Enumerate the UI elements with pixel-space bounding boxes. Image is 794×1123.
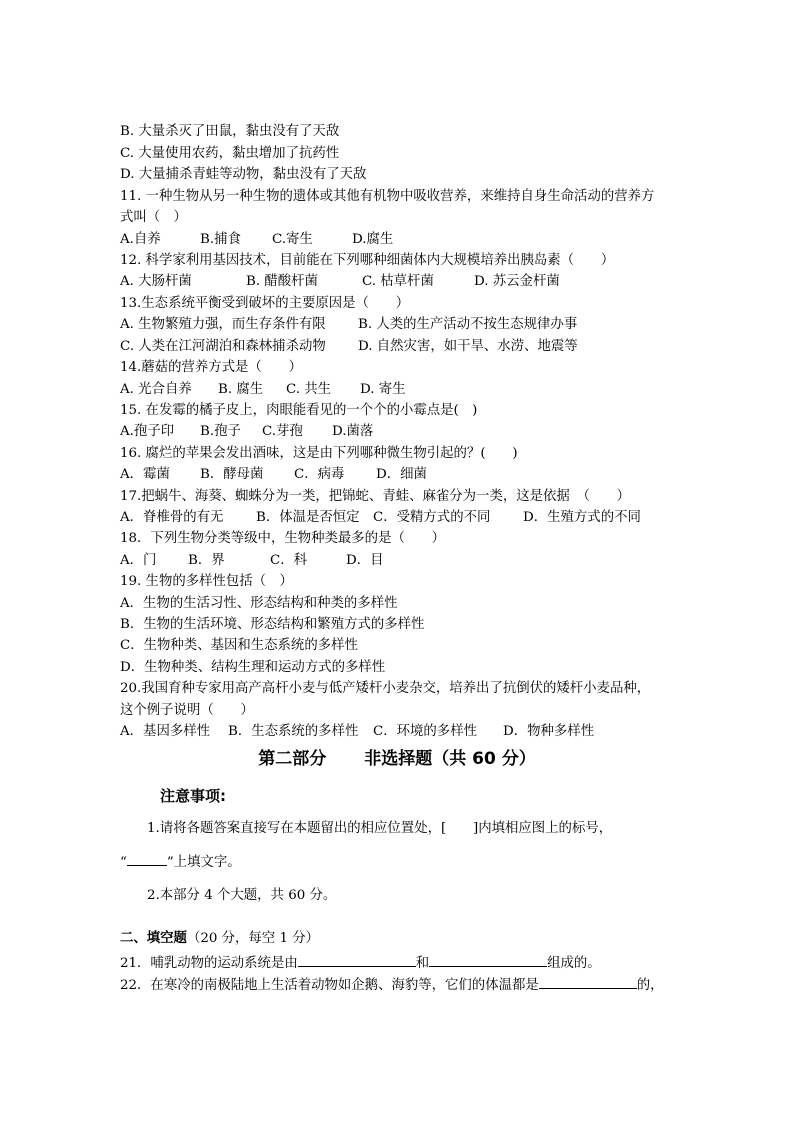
q11-stem-line1: 11. 一种生物从另一种生物的遗体或其他有机物中吸收营养，来维持自身生命活动的营养方 (120, 189, 655, 204)
q20-option-d: D．物种多样性 (503, 724, 595, 739)
q13-option-b: B. 人类的生产活动不按生态规律办事 (358, 317, 578, 332)
q16-stem: 16. 腐烂的苹果会发出酒味，这是由下列哪种微生物引起的？( ) (120, 446, 518, 461)
q12-option-c: C. 枯草杆菌 (362, 274, 434, 289)
part2-title (0, 747, 794, 771)
q11-option-b: B.捕食 (200, 232, 241, 247)
q11-options (120, 231, 393, 249)
q15-option-b: B.孢子 (200, 424, 241, 439)
q14-option-a: A. 光合自养 (120, 382, 192, 397)
q17-option-c: C．受精方式的不同 (373, 510, 491, 525)
q18-options (120, 552, 384, 570)
q22-part2: 的， (636, 978, 664, 993)
q19-option-c: C．生物种类、基因和生态系统的多样性 (120, 638, 358, 653)
q13-options-cd (120, 338, 578, 356)
q18-option-a: A．门 (120, 553, 157, 568)
q14-options (120, 381, 406, 399)
q11-stem-line2: 式叫（ ） (120, 210, 187, 225)
q12-option-d: D. 苏云金杆菌 (474, 274, 560, 289)
q10-option-b: B. 大量杀灭了田鼠，黏虫没有了天敌 (120, 124, 340, 139)
q11-option-c: C.寄生 (272, 232, 313, 247)
q17-options (120, 509, 641, 527)
q17-stem: 17.把蜗牛、海葵、蜘蛛分为一类，把锦蛇、青蛙、麻雀分为一类，这是依据 （ ） (120, 489, 631, 504)
q15-option-c: C.芽孢 (262, 424, 303, 439)
q13-option-a: A. 生物繁殖力强，而生存条件有限 (120, 317, 326, 332)
q16-option-a: A．霉菌 (120, 467, 170, 482)
q14-stem: 14.蘑菇的营养方式是（ ） (120, 360, 302, 375)
q19-option-a: A．生物的生活习性、形态结构和种类的多样性 (120, 596, 398, 611)
q11-option-a: A.自养 (120, 232, 161, 247)
q15-option-a: A.孢子印 (120, 424, 175, 439)
q17-option-d: D．生殖方式的不同 (523, 510, 641, 525)
q22-blank-1[interactable] (539, 975, 637, 989)
q19-option-b: B．生物的生活环境、形态结构和繁殖方式的多样性 (120, 617, 425, 632)
q20-option-a: A．基因多样性 (120, 724, 211, 739)
section2-heading-line (120, 930, 319, 948)
q12-options (120, 273, 560, 291)
notes-item2: 2.本部分 4 个大题，共 60 分。 (147, 888, 337, 903)
q20-stem-line2: 这个例子说明（ ） (120, 703, 254, 718)
q20-options (120, 723, 594, 741)
q20-option-c: C．环境的多样性 (373, 724, 477, 739)
section2-heading: 二、填空题 (120, 931, 187, 946)
open-quote: “ (120, 855, 127, 870)
q18-option-b: B．界 (188, 553, 225, 568)
q17-option-a: A．脊椎骨的有无 (120, 510, 224, 525)
q16-option-d: D．细菌 (376, 467, 427, 482)
q14-option-b: B. 腐生 (218, 382, 264, 397)
notes-item1-tail: ”上填文字。 (166, 855, 241, 870)
q17-option-b: B．体温是否恒定 (256, 510, 360, 525)
q21-blank-2[interactable] (429, 953, 547, 967)
q14-option-d: D. 寄生 (360, 382, 406, 397)
q12-stem: 12. 科学家利用基因技术，目前能在下列哪种细菌体内大规模培养出胰岛素（ ） (120, 253, 615, 268)
q15-option-d: D.菌落 (332, 424, 374, 439)
q18-option-d: D．目 (346, 553, 384, 568)
q18-option-c: C．科 (270, 553, 308, 568)
q22-line (120, 975, 664, 995)
q10-option-d: D. 大量捕杀青蛙等动物，黏虫没有了天敌 (120, 167, 367, 182)
q15-stem: 15. 在发霉的橘子皮上，肉眼能看见的一个个的小霉点是( ) (120, 403, 478, 418)
notes-item1-line2 (120, 852, 241, 872)
q21-line (120, 953, 601, 973)
notes-item1-line1: 1.请将各题答案直接写在本题留出的相应位置处，[ ]内填相应图上的标号， (147, 821, 613, 836)
q14-option-c: C. 共生 (286, 382, 332, 397)
q13-options-ab (120, 316, 577, 334)
q16-option-c: C．病毒 (294, 467, 345, 482)
q15-options (120, 423, 373, 441)
q22-part1: 22．在寒冷的南极陆地上生活着动物如企鹅、海豹等，它们的体温都是 (120, 978, 539, 993)
q16-option-b: B．酵母菌 (200, 467, 264, 482)
q11-option-d: D.腐生 (352, 232, 394, 247)
q21-part3: 组成的。 (547, 956, 601, 971)
q21-part1: 21．哺乳动物的运动系统是由 (120, 956, 298, 971)
fill-blank-sample (127, 852, 167, 866)
q12-option-a: A. 大肠杆菌 (120, 274, 192, 289)
q20-stem-line1: 20.我国育种专家用高产高杆小麦与低产矮杆小麦杂交，培养出了抗倒伏的矮杆小麦品种， (120, 681, 651, 696)
part2-title-left: 第二部分 (258, 749, 327, 769)
q13-option-c: C. 人类在江河湖泊和森林捕杀动物 (120, 339, 326, 354)
notes-heading: 注意事项: (160, 787, 226, 805)
part2-title-right: 非选择题（共 60 分） (364, 749, 536, 769)
q18-stem: 18．下列生物分类等级中，生物种类最多的是（ ） (120, 531, 446, 546)
q13-stem: 13.生态系统平衡受到破坏的主要原因是（ ） (120, 296, 410, 311)
q16-options (120, 466, 427, 484)
q21-part2: 和 (415, 956, 430, 971)
q20-option-b: B．生态系统的多样性 (228, 724, 359, 739)
q19-option-d: D．生物种类、结构生理和运动方式的多样性 (120, 660, 386, 675)
q13-option-d: D. 自然灾害，如干旱、水涝、地震等 (358, 339, 578, 354)
q19-stem: 19. 生物的多样性包括（ ） (120, 574, 293, 589)
q10-option-c: C. 大量使用农药，黏虫增加了抗药性 (120, 146, 340, 161)
q21-blank-1[interactable] (298, 953, 416, 967)
section2-note: （20 分，每空 1 分） (186, 931, 320, 946)
q12-option-b: B. 醋酸杆菌 (246, 274, 318, 289)
